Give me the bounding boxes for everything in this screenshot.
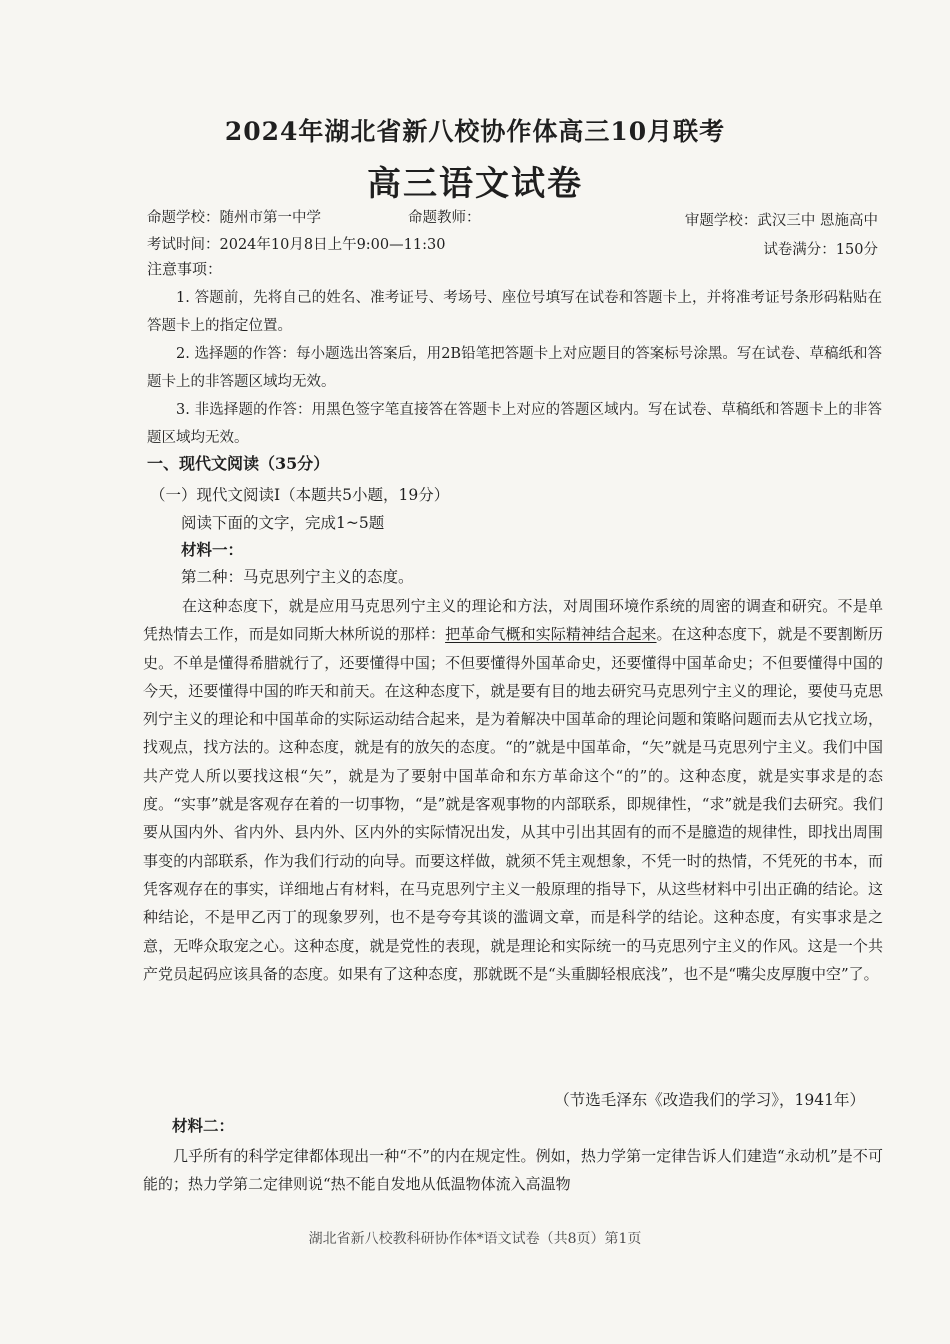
paper-title: 高三语文试卷 (367, 164, 583, 204)
underlined-phrase: 把革命气概和实际精神结合起来 (445, 625, 657, 644)
section-title: 一、现代文阅读（35分） (147, 454, 330, 473)
exam-time: 考试时间：2024年10月8日上午9:00—11:30 (147, 237, 446, 253)
reading-instruction: 阅读下面的文字，完成1~5题 (181, 514, 385, 532)
notes-heading: 注意事项： (147, 260, 223, 278)
note-item: 3. 非选择题的作答：用黑色签字笔直接答在答题卡上对应的答题区域内。写在试卷、草稿纸和答题卡上的非答题区域均无效。 (147, 402, 882, 446)
review-school: 审题学校：武汉三中 恩施高中 (684, 213, 878, 229)
material-2-passage: 几乎所有的科学定律都体现出一种“不”的内在规定性。例如，热力学第一定律告诉人们建造“永动机”是不可能的；热力学第二定律则说“热不能自发地从低温物体流入高温物 (143, 1147, 883, 1194)
exam-title: 2024年湖北省新八校协作体高三10月联考 (224, 117, 726, 146)
material-1-heading: 第二种：马克思列宁主义的态度。 (181, 568, 414, 586)
material-1-source: （节选毛泽东《改造我们的学习》，1941年） (554, 1091, 865, 1109)
material-2-label: 材料二： (172, 1116, 235, 1135)
setting-teacher: 命题教师： (408, 210, 481, 226)
note-item: 1. 答题前，先将自己的姓名、准考证号、考场号、座位号填写在试卷和答题卡上，并将准考证号条形码粘贴在答题卡上的指定位置。 (147, 290, 882, 334)
page-footer: 湖北省新八校教科研协作体*语文试卷（共8页）第1页 (308, 1231, 642, 1247)
material-1-passage (143, 592, 883, 988)
passage-text: 。在这种态度下，就是不要割断历史。不单是懂得希腊就行了，还要懂得中国；不但要懂得外国革命史，还要懂得中国革命史；不但要懂得中国的今天，还要懂得中国的昨天和前天。在这种态度下，就是要有目的地去研究马克思列宁主义的理论，要使马克思列宁主义的理论和中国革命的实际运动结合起来，是为着解决中国革命的理论问题和策略问题而去从它找立场，找观点，找方法的。这种态度，就是有的放矢的态度。“的”就是中国革命，“矢”就是马克思列宁主义。我们中国共产党人所以要找这根“矢”，就是为了要射中国革命和东方革命这个“的”的。这种态度，就是实事求是的态度。“实事”就是客观存在着的一切事物，“是”就是客观事物的内部联系，即规律性，“求”就是我们去研究。我们要从国内外、省内外、县内外、区内外的实际情况出发，从其中引出其固有的而不是臆造的规律性，即找出周围事变的内部联系，作为我们行动的向导。而要这样做，就须不凭主观想象，不凭一时的热情，不凭死的书本，而凭客观存在的事实，详细地占有材料，在马克思列宁主义一般原理的指导下，从这些材料中引出正确的结论。这种结论，不是甲乙丙丁的现象罗列，也不是夸夸其谈的滥调文章，而是科学的结论。这种态度，有实事求是之意，无哗众取宠之心。这种态度，就是党性的表现，就是理论和实际统一的马克思列宁主义的作风。这是一个共产党员起码应该具备的态度。如果有了这种态度，那就既不是“头重脚轻根底浅”，也不是“嘴尖皮厚腹中空”了。 (143, 625, 883, 983)
passage-text: 在这种态度下，就是应用马克思列宁主义的理论和方法，对周围环境作系统的周密的调查和研究。不是单凭热情去工作，而是如同斯大林所说的那样： (143, 597, 883, 644)
note-item: 2. 选择题的作答：每小题选出答案后，用2B铅笔把答题卡上对应题目的答案标号涂黑。写在试卷、草稿纸和答题卡上的非答题区域均无效。 (147, 346, 882, 390)
material-1-label: 材料一： (181, 540, 244, 559)
full-score: 试卷满分：150分 (763, 242, 878, 258)
subsection-title: （一）现代文阅读Ⅰ（本题共5小题，19分） (150, 486, 450, 504)
setting-school: 命题学校：随州市第一中学 (147, 210, 321, 226)
